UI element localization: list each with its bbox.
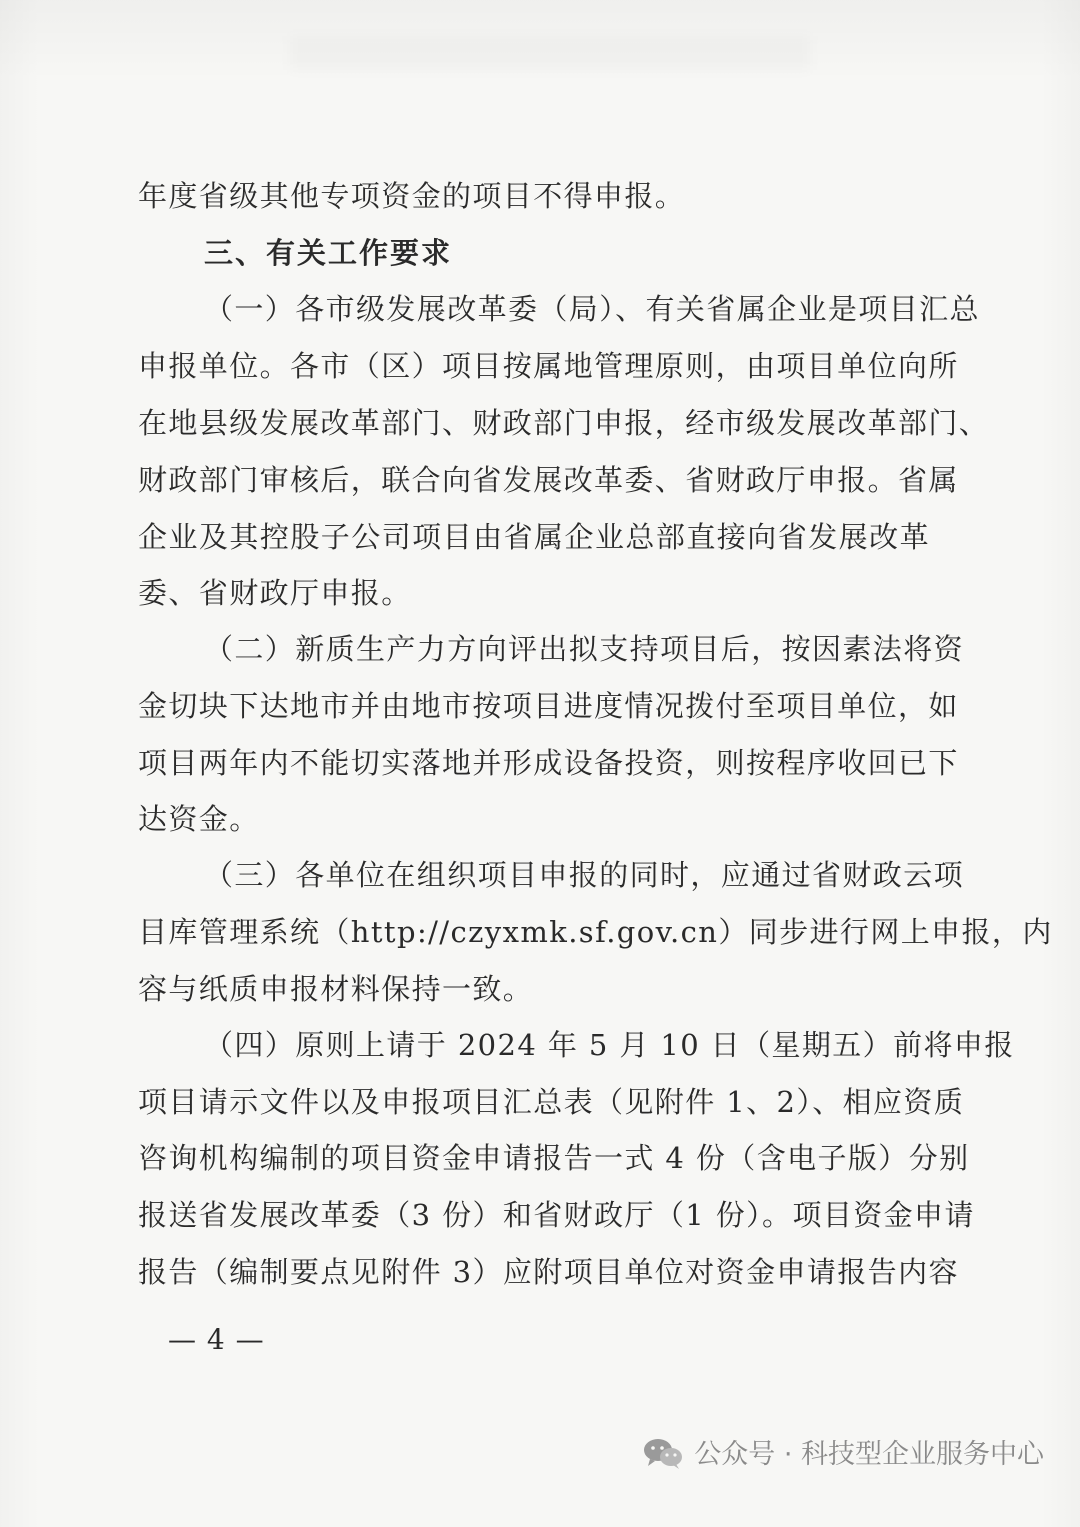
body-line: 报告（编制要点见附件 3）应附项目单位对资金申请报告内容 — [138, 1255, 959, 1289]
body-line: 报送省发展改革委（3 份）和省财政厅（1 份）。项目资金申请 — [138, 1198, 975, 1232]
body-line: 企业及其控股子公司项目由省属企业总部直接向省发展改革 — [138, 520, 930, 554]
section-heading: 三、有关工作要求 — [204, 236, 453, 270]
body-line: （四）原则上请于 2024 年 5 月 10 日（星期五）前将申报 — [204, 1028, 1015, 1062]
body-line: 申报单位。各市（区）项目按属地管理原则，由项目单位向所 — [138, 349, 959, 383]
body-line: 年度省级其他专项资金的项目不得申报。 — [138, 179, 686, 213]
body-line: 咨询机构编制的项目资金申请报告一式 4 份（含电子版）分别 — [138, 1141, 970, 1175]
page-number: — 4 — — [168, 1323, 265, 1356]
wechat-watermark — [642, 1437, 1044, 1471]
body-line: 目库管理系统（http://czyxmk.sf.gov.cn）同步进行网上申报，内 — [138, 915, 1053, 949]
wechat-icon — [642, 1437, 684, 1471]
body-line: （三）各单位在组织项目申报的同时，应通过省财政云项 — [204, 858, 965, 892]
body-line: 项目两年内不能切实落地并形成设备投资，则按程序收回已下 — [138, 746, 959, 780]
watermark-text: 公众号 · 科技型企业服务中心 — [694, 1438, 1044, 1470]
body-line: 项目请示文件以及申报项目汇总表（见附件 1、2）、相应资质 — [138, 1085, 965, 1119]
scan-artifact — [290, 36, 810, 70]
body-line: 财政部门审核后，联合向省发展改革委、省财政厅申报。省属 — [138, 463, 959, 497]
body-line: （一）各市级发展改革委（局）、有关省属企业是项目汇总 — [204, 292, 980, 326]
body-line: 委、省财政厅申报。 — [138, 576, 412, 610]
body-line: 达资金。 — [138, 802, 260, 836]
body-line: 金切块下达地市并由地市按项目进度情况拨付至项目单位，如 — [138, 689, 959, 723]
body-line: 在地县级发展改革部门、财政部门申报，经市级发展改革部门、 — [138, 406, 990, 440]
body-line: 容与纸质申报材料保持一致。 — [138, 972, 534, 1006]
body-line: （二）新质生产力方向评出拟支持项目后，按因素法将资 — [204, 632, 965, 666]
